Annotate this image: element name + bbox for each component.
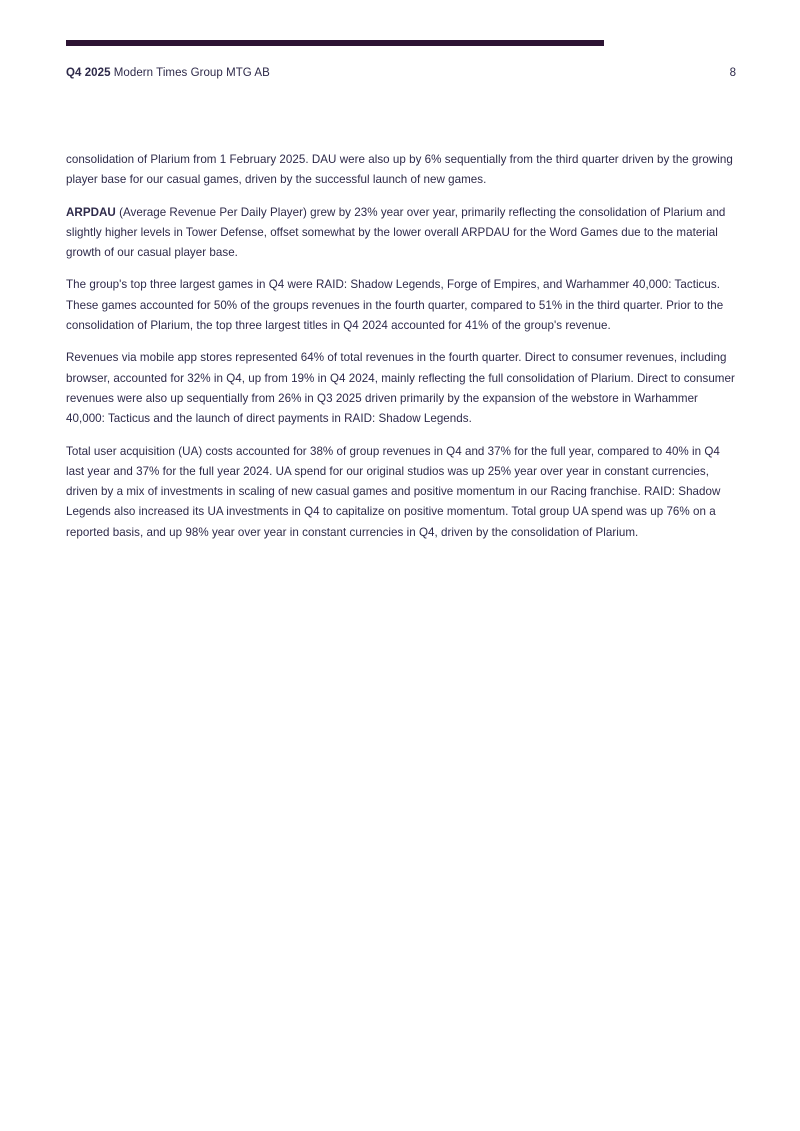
page-header (66, 40, 736, 79)
header-line (66, 67, 736, 79)
paragraph (66, 348, 736, 429)
document-title-company: Modern Times Group MTG AB (110, 67, 270, 79)
document-title (66, 67, 270, 79)
paragraph-lead: ARPDAU (66, 205, 116, 219)
paragraph-text: Total user acquisition (UA) costs accounted for 38% of group revenues in Q4 and 37% for the full year, compared to 40% in Q4 last year and 37% for the full year 2024. UA spend for our original studios was up 25% year over year in constant currencies, driven by a mix of investments in scaling of new casual games and positive momentum in our Racing franchise. RAID: Shadow Legends also increased its UA investments in Q4 to capitalize on positive momentum. Total group UA spend was up 76% on a reported basis, and up 98% year over year in constant currencies in Q4, driven by the consolidation of Plarium. (66, 444, 721, 539)
page-body (66, 150, 736, 543)
paragraph-text: consolidation of Plarium from 1 February 2025. DAU were also up by 6% sequentially from the third quarter driven by the growing player base for our casual games, driven by the successful launch of new games. (66, 153, 733, 187)
paragraph-text: The group's top three largest games in Q4 were RAID: Shadow Legends, Forge of Empires, and Warhammer 40,000: Tacticus. These games accounted for 50% of the groups revenues in the fourth quarter, compared to 51% in the third quarter. Prior to the consolidation of Plarium, the top three largest titles in Q4 2024 accounted for 41% of the group's revenue. (66, 278, 724, 333)
paragraph (66, 442, 736, 543)
page-number: 8 (729, 67, 736, 79)
header-rule (66, 40, 604, 46)
paragraph (66, 150, 736, 191)
paragraph-text: Revenues via mobile app stores represented 64% of total revenues in the fourth quarter. Direct to consumer revenues, including browser, accounted for 32% in Q4, up from 19% in Q4 2024, mainly reflecting the full consolidation of Plarium. Direct to consumer revenues were also up sequentially from 26% in Q3 2025 driven primarily by the expansion of the webstore in Warhammer 40,000: Tacticus and the launch of direct payments in RAID: Shadow Legends. (66, 351, 735, 426)
paragraph-text: (Average Revenue Per Daily Player) grew by 23% year over year, primarily reflecting the consolidation of Plarium and slightly higher levels in Tower Defense, offset somewhat by the lower overall ARPDAU for the Word Games due to the material growth of our casual player base. (66, 205, 726, 260)
paragraph (66, 275, 736, 336)
paragraph (66, 203, 736, 264)
document-title-period: Q4 2025 (66, 67, 111, 79)
